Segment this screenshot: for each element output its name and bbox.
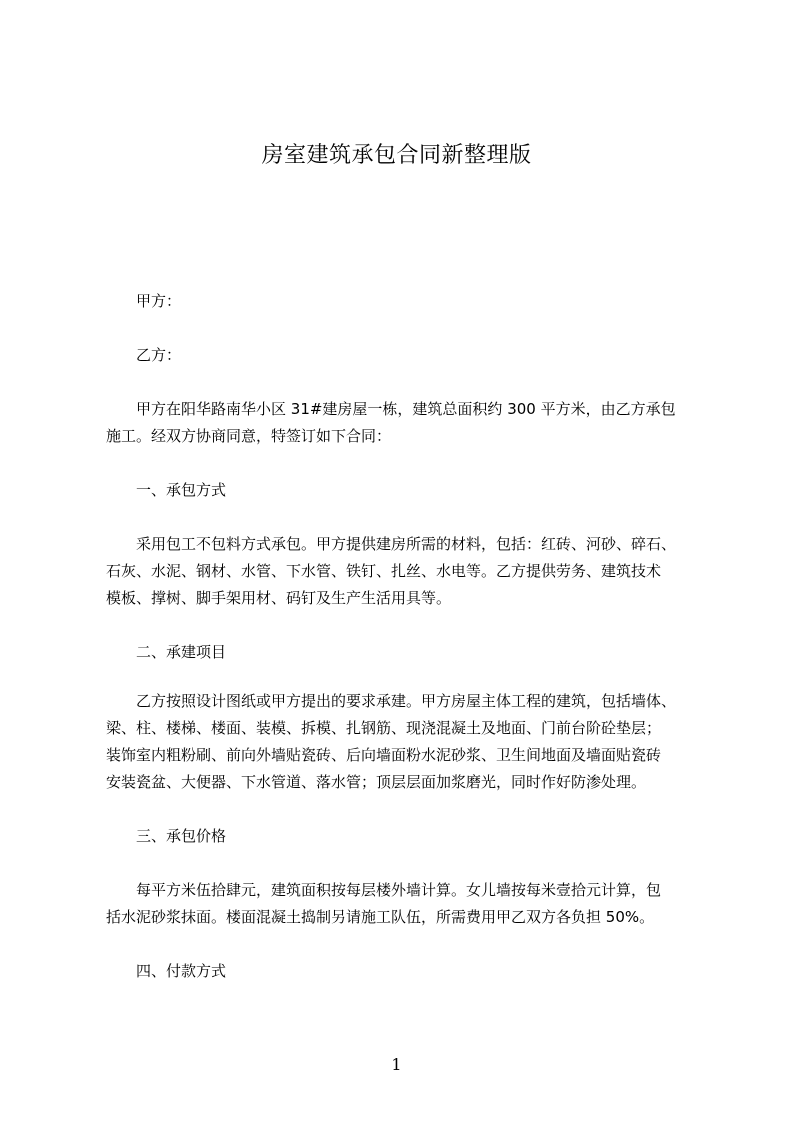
section-heading: 三、承包价格 [136,827,227,845]
paragraph-line: 括水泥砂浆抹面。楼面混凝土捣制另请施工队伍，所需费用甲乙双方各负担 50%。 [106,908,655,926]
document-title: 房室建筑承包合同新整理版 [261,143,532,168]
paragraph-line: 梁、柱、楼梯、楼面、装模、拆模、扎钢筋、现浇混凝土及地面、门前台阶砼垫层； [106,719,662,737]
section-heading: 二、承建项目 [136,643,227,661]
paragraph-line: 施工。经双方协商同意，特签订如下合同： [106,427,392,445]
paragraph-line: 甲方在阳华路南华小区 31#建房屋一栋，建筑总面积约 300 平方米，由乙方承包 [136,400,676,418]
paragraph-line: 采用包工不包料方式承包。甲方提供建房所需的材料，包括：红砖、河砂、碎石、 [136,535,677,553]
section-heading: 一、承包方式 [136,481,227,499]
party-b-label: 乙方： [136,346,182,364]
party-a-label: 甲方： [136,292,182,310]
paragraph-line: 安装瓷盆、大便器、下水管道、落水管；顶层层面加浆磨光，同时作好防渗处理。 [106,773,647,791]
paragraph-line: 模板、撑树、脚手架用材、码钉及生产生活用具等。 [106,589,452,607]
section-heading: 四、付款方式 [136,962,227,980]
page-number: 1 [391,1055,402,1074]
paragraph-line: 乙方按照设计图纸或甲方提出的要求承建。甲方房屋主体工程的建筑，包括墙体、 [136,692,677,710]
paragraph-line: 装饰室内粗粉刷、前向外墙贴瓷砖、后向墙面粉水泥砂浆、卫生间地面及墙面贴瓷砖 [106,746,662,764]
paragraph-line: 石灰、水泥、钢材、水管、下水管、铁钉、扎丝、水电等。乙方提供劳务、建筑技术 [106,562,662,580]
paragraph-line: 每平方米伍拾肆元，建筑面积按每层楼外墙计算。女儿墙按每米壹拾元计算，包 [136,881,662,899]
